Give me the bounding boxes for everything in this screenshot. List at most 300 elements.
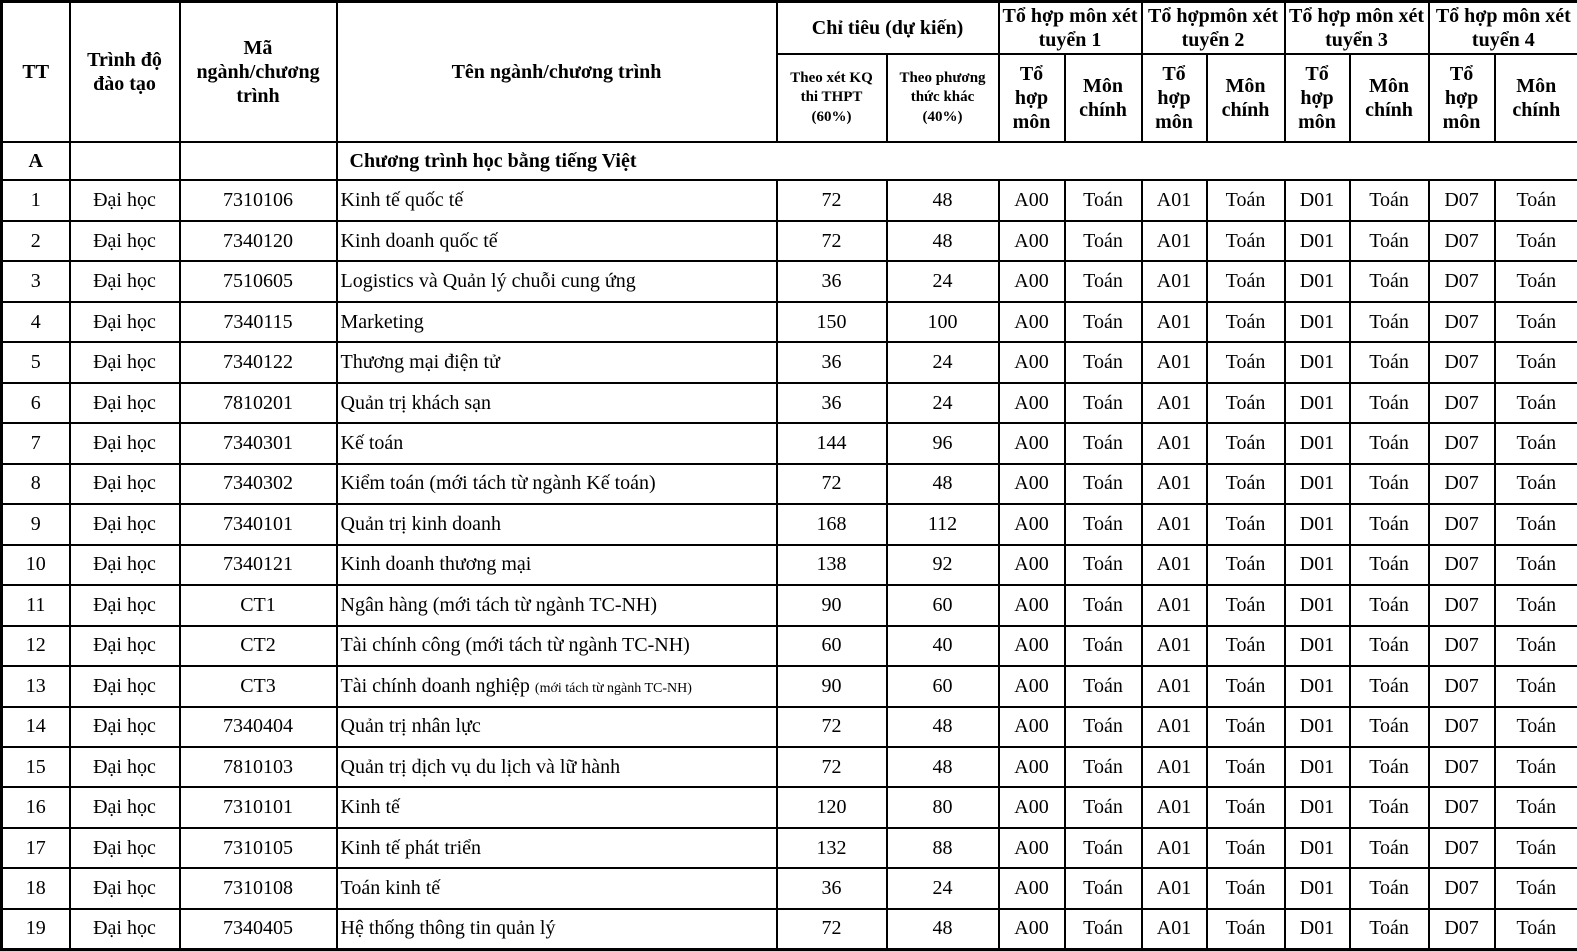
cell-quota-other: 24 (887, 383, 999, 423)
cell-main-3: Toán (1350, 707, 1429, 747)
cell-combo-1: A00 (999, 261, 1065, 301)
cell-combo-3: D01 (1285, 302, 1350, 342)
section-tt: A (2, 142, 70, 180)
cell-name (337, 221, 777, 261)
cell-name (337, 261, 777, 301)
program-name: Kiểm toán (mới tách từ ngành Kế toán) (340, 472, 656, 495)
cell-quota-thpt: 72 (777, 747, 887, 787)
cell-tt: 5 (2, 342, 70, 382)
cell-quota-other: 96 (887, 423, 999, 463)
cell-code: 7340101 (180, 504, 337, 544)
cell-combo-1: A00 (999, 868, 1065, 908)
cell-main-1: Toán (1065, 180, 1142, 220)
header-name: Tên ngành/chương trình (337, 2, 777, 143)
cell-quota-thpt: 72 (777, 464, 887, 504)
cell-code: 7340121 (180, 545, 337, 585)
cell-combo-4: D07 (1429, 545, 1495, 585)
cell-main-1: Toán (1065, 868, 1142, 908)
cell-name (337, 504, 777, 544)
cell-quota-thpt: 36 (777, 342, 887, 382)
cell-name (337, 707, 777, 747)
cell-quota-other: 48 (887, 464, 999, 504)
cell-combo-2: A01 (1142, 868, 1207, 908)
cell-quota-other: 60 (887, 585, 999, 625)
cell-combo-3: D01 (1285, 504, 1350, 544)
table-row (2, 747, 1577, 787)
cell-main-4: Toán (1495, 868, 1577, 908)
cell-tt: 7 (2, 423, 70, 463)
cell-combo-1: A00 (999, 747, 1065, 787)
cell-main-1: Toán (1065, 342, 1142, 382)
cell-quota-other: 48 (887, 909, 999, 950)
header-code-label: Mã ngành/chương trình (196, 37, 320, 107)
cell-quota-other: 88 (887, 828, 999, 868)
program-name-note: (mới tách từ ngành TC-NH) (534, 680, 692, 696)
cell-combo-2: A01 (1142, 666, 1207, 706)
cell-quota-thpt: 72 (777, 180, 887, 220)
section-level-empty (70, 142, 180, 180)
cell-main-3: Toán (1350, 423, 1429, 463)
cell-level: Đại học (70, 909, 180, 950)
program-name: Hệ thống thông tin quản lý (340, 917, 556, 940)
cell-combo-1: A00 (999, 909, 1065, 950)
cell-tt: 12 (2, 626, 70, 666)
cell-combo-2: A01 (1142, 261, 1207, 301)
cell-tt: 9 (2, 504, 70, 544)
program-name: Tài chính doanh nghiệp (340, 674, 535, 697)
cell-level: Đại học (70, 666, 180, 706)
header-combo-sub-4: Tổ hợp môn (1429, 54, 1495, 142)
cell-name (337, 626, 777, 666)
cell-main-2: Toán (1207, 383, 1285, 423)
cell-code: 7340405 (180, 909, 337, 950)
cell-main-3: Toán (1350, 828, 1429, 868)
table-row (2, 868, 1577, 908)
cell-quota-other: 24 (887, 868, 999, 908)
cell-main-4: Toán (1495, 747, 1577, 787)
cell-main-3: Toán (1350, 545, 1429, 585)
table-row (2, 180, 1577, 220)
cell-combo-1: A00 (999, 423, 1065, 463)
cell-main-1: Toán (1065, 666, 1142, 706)
program-name: Toán kinh tế (340, 877, 441, 900)
cell-quota-thpt: 168 (777, 504, 887, 544)
cell-main-4: Toán (1495, 626, 1577, 666)
cell-level: Đại học (70, 302, 180, 342)
cell-combo-2: A01 (1142, 626, 1207, 666)
cell-name (337, 828, 777, 868)
cell-level: Đại học (70, 747, 180, 787)
cell-combo-4: D07 (1429, 828, 1495, 868)
cell-combo-4: D07 (1429, 342, 1495, 382)
cell-level: Đại học (70, 707, 180, 747)
cell-code: CT2 (180, 626, 337, 666)
cell-main-3: Toán (1350, 666, 1429, 706)
cell-main-3: Toán (1350, 221, 1429, 261)
table-row (2, 423, 1577, 463)
cell-level: Đại học (70, 221, 180, 261)
cell-combo-3: D01 (1285, 787, 1350, 827)
cell-combo-1: A00 (999, 342, 1065, 382)
cell-combo-1: A00 (999, 302, 1065, 342)
cell-main-2: Toán (1207, 464, 1285, 504)
table-row (2, 302, 1577, 342)
cell-combo-3: D01 (1285, 626, 1350, 666)
cell-quota-other: 48 (887, 747, 999, 787)
header-combo-sub-3: Tổ hợp môn (1285, 54, 1350, 142)
program-name: Tài chính công (mới tách từ ngành TC-NH) (340, 634, 690, 657)
cell-main-1: Toán (1065, 221, 1142, 261)
cell-main-2: Toán (1207, 261, 1285, 301)
table-row (2, 787, 1577, 827)
table-row (2, 221, 1577, 261)
cell-tt: 10 (2, 545, 70, 585)
cell-main-4: Toán (1495, 464, 1577, 504)
header-quota-thpt: Theo xét KQ thi THPT (60%) (777, 54, 887, 142)
cell-main-4: Toán (1495, 180, 1577, 220)
cell-tt: 11 (2, 585, 70, 625)
cell-combo-4: D07 (1429, 868, 1495, 908)
cell-combo-4: D07 (1429, 464, 1495, 504)
program-name: Ngân hàng (mới tách từ ngành TC-NH) (340, 593, 658, 616)
cell-main-3: Toán (1350, 747, 1429, 787)
cell-combo-2: A01 (1142, 707, 1207, 747)
cell-main-2: Toán (1207, 221, 1285, 261)
table-row (2, 666, 1577, 706)
cell-main-4: Toán (1495, 545, 1577, 585)
cell-combo-1: A00 (999, 221, 1065, 261)
cell-combo-4: D07 (1429, 787, 1495, 827)
cell-combo-1: A00 (999, 585, 1065, 625)
header-main-sub-4: Môn chính (1495, 54, 1577, 142)
cell-quota-thpt: 90 (777, 585, 887, 625)
cell-main-2: Toán (1207, 787, 1285, 827)
cell-combo-4: D07 (1429, 747, 1495, 787)
cell-main-1: Toán (1065, 261, 1142, 301)
cell-main-4: Toán (1495, 707, 1577, 747)
cell-combo-2: A01 (1142, 383, 1207, 423)
cell-main-2: Toán (1207, 302, 1285, 342)
cell-quota-thpt: 144 (777, 423, 887, 463)
cell-main-3: Toán (1350, 868, 1429, 908)
cell-quota-other: 48 (887, 180, 999, 220)
cell-name (337, 302, 777, 342)
cell-main-2: Toán (1207, 504, 1285, 544)
header-main-sub-3: Môn chính (1350, 54, 1429, 142)
cell-code: 7340115 (180, 302, 337, 342)
cell-combo-2: A01 (1142, 909, 1207, 950)
section-title: Chương trình học bằng tiếng Việt (337, 142, 1577, 180)
cell-main-3: Toán (1350, 464, 1429, 504)
cell-main-3: Toán (1350, 504, 1429, 544)
cell-quota-other: 100 (887, 302, 999, 342)
cell-main-1: Toán (1065, 383, 1142, 423)
cell-main-2: Toán (1207, 707, 1285, 747)
table-row (2, 707, 1577, 747)
cell-combo-1: A00 (999, 626, 1065, 666)
cell-main-4: Toán (1495, 383, 1577, 423)
cell-combo-4: D07 (1429, 909, 1495, 950)
header-main-sub-2: Môn chính (1207, 54, 1285, 142)
cell-combo-3: D01 (1285, 180, 1350, 220)
cell-combo-1: A00 (999, 180, 1065, 220)
cell-combo-1: A00 (999, 707, 1065, 747)
cell-tt: 15 (2, 747, 70, 787)
cell-main-2: Toán (1207, 585, 1285, 625)
cell-quota-thpt: 150 (777, 302, 887, 342)
program-name: Kế toán (340, 431, 404, 454)
cell-code: 7810201 (180, 383, 337, 423)
cell-combo-4: D07 (1429, 707, 1495, 747)
header-tt: TT (2, 2, 70, 143)
cell-main-1: Toán (1065, 585, 1142, 625)
program-name: Kinh tế phát triển (340, 836, 482, 859)
cell-combo-1: A00 (999, 787, 1065, 827)
header-main-sub-1: Môn chính (1065, 54, 1142, 142)
cell-main-4: Toán (1495, 261, 1577, 301)
cell-quota-thpt: 36 (777, 868, 887, 908)
cell-main-1: Toán (1065, 828, 1142, 868)
cell-combo-3: D01 (1285, 868, 1350, 908)
header-combo-sub-1: Tổ hợp môn (999, 54, 1065, 142)
cell-code: 7340302 (180, 464, 337, 504)
section-row (2, 142, 1577, 180)
table-row (2, 909, 1577, 950)
cell-combo-4: D07 (1429, 221, 1495, 261)
cell-combo-2: A01 (1142, 302, 1207, 342)
cell-combo-3: D01 (1285, 423, 1350, 463)
cell-combo-3: D01 (1285, 666, 1350, 706)
cell-combo-3: D01 (1285, 464, 1350, 504)
cell-tt: 16 (2, 787, 70, 827)
cell-combo-2: A01 (1142, 342, 1207, 382)
cell-main-1: Toán (1065, 504, 1142, 544)
cell-main-2: Toán (1207, 180, 1285, 220)
header-quota-group: Chỉ tiêu (dự kiến) (777, 2, 999, 55)
cell-name (337, 585, 777, 625)
program-name: Marketing (340, 310, 424, 333)
cell-combo-1: A00 (999, 666, 1065, 706)
cell-code: 7310106 (180, 180, 337, 220)
cell-combo-1: A00 (999, 504, 1065, 544)
cell-level: Đại học (70, 787, 180, 827)
cell-code: 7310108 (180, 868, 337, 908)
cell-main-4: Toán (1495, 787, 1577, 827)
header-combo-group-4: Tổ hợp môn xét tuyển 4 (1429, 2, 1577, 55)
cell-main-3: Toán (1350, 383, 1429, 423)
cell-name (337, 423, 777, 463)
cell-main-4: Toán (1495, 221, 1577, 261)
cell-main-2: Toán (1207, 545, 1285, 585)
cell-main-1: Toán (1065, 747, 1142, 787)
section-code-empty (180, 142, 337, 180)
cell-level: Đại học (70, 585, 180, 625)
cell-level: Đại học (70, 180, 180, 220)
header-level-label: Trình độ đào tạo (87, 49, 162, 95)
cell-quota-thpt: 72 (777, 221, 887, 261)
cell-quota-thpt: 72 (777, 707, 887, 747)
cell-combo-3: D01 (1285, 342, 1350, 382)
cell-tt: 13 (2, 666, 70, 706)
cell-main-4: Toán (1495, 585, 1577, 625)
cell-main-3: Toán (1350, 787, 1429, 827)
program-name: Logistics và Quản lý chuỗi cung ứng (340, 270, 636, 293)
table-row (2, 261, 1577, 301)
cell-combo-3: D01 (1285, 828, 1350, 868)
cell-quota-other: 80 (887, 787, 999, 827)
cell-main-1: Toán (1065, 464, 1142, 504)
cell-quota-other: 40 (887, 626, 999, 666)
cell-main-1: Toán (1065, 626, 1142, 666)
cell-code: 7810103 (180, 747, 337, 787)
cell-tt: 14 (2, 707, 70, 747)
cell-level: Đại học (70, 504, 180, 544)
program-name: Quản trị khách sạn (340, 391, 492, 414)
cell-tt: 18 (2, 868, 70, 908)
cell-quota-other: 48 (887, 221, 999, 261)
cell-combo-4: D07 (1429, 383, 1495, 423)
cell-code: 7340120 (180, 221, 337, 261)
cell-quota-other: 112 (887, 504, 999, 544)
table-row (2, 626, 1577, 666)
cell-combo-3: D01 (1285, 261, 1350, 301)
cell-tt: 3 (2, 261, 70, 301)
table-row (2, 504, 1577, 544)
program-name: Kinh doanh thương mại (340, 553, 532, 576)
cell-name (337, 342, 777, 382)
program-name: Kinh tế quốc tế (340, 189, 464, 212)
cell-combo-2: A01 (1142, 221, 1207, 261)
cell-main-2: Toán (1207, 747, 1285, 787)
cell-main-4: Toán (1495, 504, 1577, 544)
cell-main-2: Toán (1207, 666, 1285, 706)
cell-level: Đại học (70, 423, 180, 463)
program-name: Quản trị dịch vụ du lịch và lữ hành (340, 755, 621, 778)
cell-main-4: Toán (1495, 909, 1577, 950)
cell-quota-other: 48 (887, 707, 999, 747)
cell-combo-2: A01 (1142, 180, 1207, 220)
cell-main-2: Toán (1207, 423, 1285, 463)
cell-main-4: Toán (1495, 666, 1577, 706)
program-name: Quản trị nhân lực (340, 715, 481, 738)
cell-main-2: Toán (1207, 626, 1285, 666)
cell-combo-4: D07 (1429, 626, 1495, 666)
cell-tt: 8 (2, 464, 70, 504)
cell-combo-3: D01 (1285, 221, 1350, 261)
cell-main-1: Toán (1065, 707, 1142, 747)
table-row (2, 828, 1577, 868)
header-combo-group-1: Tổ hợp môn xét tuyển 1 (999, 2, 1142, 55)
cell-code: 7310105 (180, 828, 337, 868)
cell-combo-4: D07 (1429, 261, 1495, 301)
cell-main-4: Toán (1495, 342, 1577, 382)
cell-level: Đại học (70, 261, 180, 301)
cell-combo-4: D07 (1429, 180, 1495, 220)
cell-main-1: Toán (1065, 787, 1142, 827)
cell-quota-thpt: 138 (777, 545, 887, 585)
header-combo-group-3: Tổ hợp môn xét tuyển 3 (1285, 2, 1429, 55)
cell-combo-2: A01 (1142, 828, 1207, 868)
cell-main-3: Toán (1350, 626, 1429, 666)
cell-combo-3: D01 (1285, 585, 1350, 625)
cell-combo-2: A01 (1142, 585, 1207, 625)
cell-level: Đại học (70, 464, 180, 504)
cell-tt: 17 (2, 828, 70, 868)
program-name: Kinh tế (340, 796, 400, 819)
cell-code: 7340301 (180, 423, 337, 463)
table-row (2, 545, 1577, 585)
cell-main-2: Toán (1207, 868, 1285, 908)
cell-quota-thpt: 60 (777, 626, 887, 666)
cell-main-3: Toán (1350, 342, 1429, 382)
cell-combo-3: D01 (1285, 747, 1350, 787)
cell-combo-4: D07 (1429, 302, 1495, 342)
table-header (2, 2, 1577, 143)
table-body (2, 142, 1577, 950)
cell-quota-other: 24 (887, 342, 999, 382)
header-code (180, 2, 337, 143)
cell-name (337, 180, 777, 220)
cell-main-3: Toán (1350, 180, 1429, 220)
cell-main-2: Toán (1207, 909, 1285, 950)
cell-combo-2: A01 (1142, 504, 1207, 544)
cell-main-3: Toán (1350, 261, 1429, 301)
cell-main-2: Toán (1207, 828, 1285, 868)
cell-main-3: Toán (1350, 585, 1429, 625)
cell-level: Đại học (70, 342, 180, 382)
cell-main-3: Toán (1350, 909, 1429, 950)
cell-combo-1: A00 (999, 464, 1065, 504)
table-row (2, 585, 1577, 625)
cell-combo-2: A01 (1142, 464, 1207, 504)
cell-quota-thpt: 36 (777, 261, 887, 301)
header-quota-other: Theo phương thức khác (40%) (887, 54, 999, 142)
cell-quota-thpt: 36 (777, 383, 887, 423)
cell-main-1: Toán (1065, 909, 1142, 950)
cell-main-4: Toán (1495, 828, 1577, 868)
cell-name (337, 909, 777, 950)
cell-combo-3: D01 (1285, 707, 1350, 747)
header-row-groups (2, 2, 1577, 55)
cell-code: 7340404 (180, 707, 337, 747)
program-name: Thương mại điện tử (340, 351, 500, 374)
cell-combo-4: D07 (1429, 666, 1495, 706)
cell-combo-3: D01 (1285, 909, 1350, 950)
cell-level: Đại học (70, 545, 180, 585)
cell-quota-thpt: 132 (777, 828, 887, 868)
cell-combo-1: A00 (999, 545, 1065, 585)
cell-main-1: Toán (1065, 423, 1142, 463)
cell-combo-4: D07 (1429, 504, 1495, 544)
cell-level: Đại học (70, 868, 180, 908)
cell-combo-1: A00 (999, 828, 1065, 868)
cell-name (337, 464, 777, 504)
cell-combo-2: A01 (1142, 423, 1207, 463)
cell-tt: 4 (2, 302, 70, 342)
cell-combo-3: D01 (1285, 383, 1350, 423)
table-row (2, 342, 1577, 382)
cell-code: 7310101 (180, 787, 337, 827)
cell-code: CT1 (180, 585, 337, 625)
cell-quota-thpt: 72 (777, 909, 887, 950)
cell-main-1: Toán (1065, 302, 1142, 342)
cell-level: Đại học (70, 626, 180, 666)
cell-level: Đại học (70, 383, 180, 423)
cell-quota-other: 24 (887, 261, 999, 301)
cell-quota-thpt: 90 (777, 666, 887, 706)
cell-combo-1: A00 (999, 383, 1065, 423)
cell-combo-2: A01 (1142, 787, 1207, 827)
